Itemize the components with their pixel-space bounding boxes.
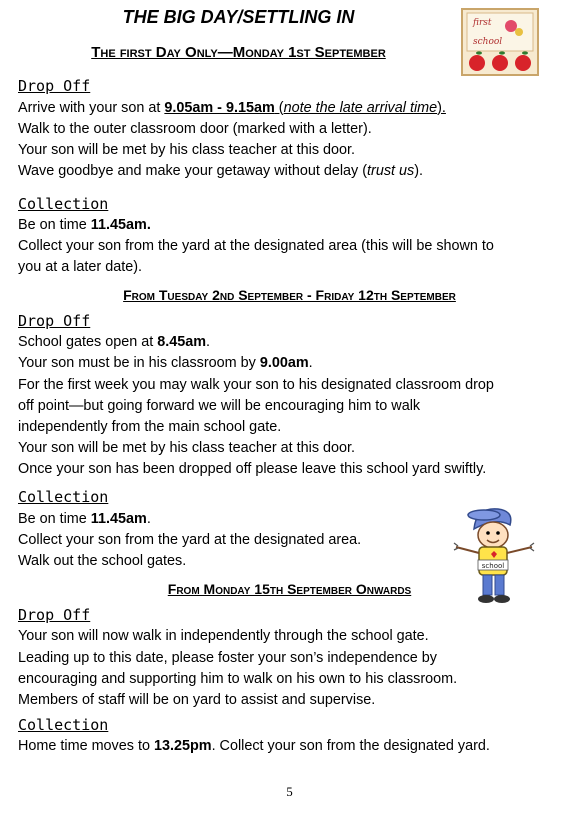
text-line: Walk to the outer classroom door (marked with a letter). xyxy=(18,121,372,137)
text-line: Be on time 11.45am. xyxy=(18,217,151,233)
svg-text:first: first xyxy=(473,18,492,28)
page-number: 5 xyxy=(286,784,293,799)
page-title: THE BIG DAY/SETTLING IN xyxy=(122,7,355,27)
text-line: off point—but going forward we will be encouraging him to walk xyxy=(18,398,421,414)
text-line: For the first week you may walk your son to his designated classroom drop xyxy=(18,377,494,393)
text-line: Home time moves to 13.25pm. Collect your son from the designated yard. xyxy=(18,738,490,754)
text-line: Members of staff will be on yard to assist and supervise. xyxy=(18,692,376,708)
text-line: Your son will be met by his class teacher at this door. xyxy=(18,142,356,158)
dropoff-heading: Drop Off xyxy=(18,606,91,624)
collection-heading: Collection xyxy=(18,195,109,213)
text-line: independently from the main school gate. xyxy=(18,419,282,435)
section-heading-first-two-weeks: From Tuesday 2nd September - Friday 12th September xyxy=(123,287,456,303)
section-heading-first-day: The first Day Only—Monday 1st September xyxy=(91,44,386,61)
text-line: Your son must be in his classroom by 9.00am. xyxy=(18,355,313,371)
text-line: Collect your son from the yard at the designated area. xyxy=(18,532,362,548)
text-line: you at a later date). xyxy=(18,259,142,275)
text-line: Walk out the school gates. xyxy=(18,553,187,569)
text-line: Once your son has been dropped off please leave this school yard swiftly. xyxy=(18,461,487,477)
text-line: Your son will be met by his class teacher at this door. xyxy=(18,440,356,456)
collection-heading: Collection xyxy=(18,716,109,734)
dropoff-heading: Drop Off xyxy=(18,77,91,95)
dropoff-heading: Drop Off xyxy=(18,312,91,330)
svg-text:school: school xyxy=(473,37,503,47)
text-line: Be on time 11.45am. xyxy=(18,511,151,527)
collection-heading: Collection xyxy=(18,488,109,506)
text-line: Wave goodbye and make your getaway without delay (trust us). xyxy=(18,163,424,179)
text-line: Arrive with your son at 9.05am - 9.15am (note the late arrival time). xyxy=(18,100,446,116)
first-day-of-school-logo xyxy=(461,8,539,76)
text-line: encouraging and supporting him to walk on his own to his classroom. xyxy=(18,671,458,687)
text-line: Collect your son from the yard at the designated area (this will be shown to xyxy=(18,238,494,254)
text-line: School gates open at 8.45am. xyxy=(18,334,211,350)
text-line: Your son will now walk in independently through the school gate. xyxy=(18,628,429,644)
section-heading-onwards: From Monday 15th September Onwards xyxy=(167,581,412,597)
text-line: Leading up to this date, please foster your son’s independence by xyxy=(18,650,437,666)
mascot-sign-text: school xyxy=(481,562,505,570)
